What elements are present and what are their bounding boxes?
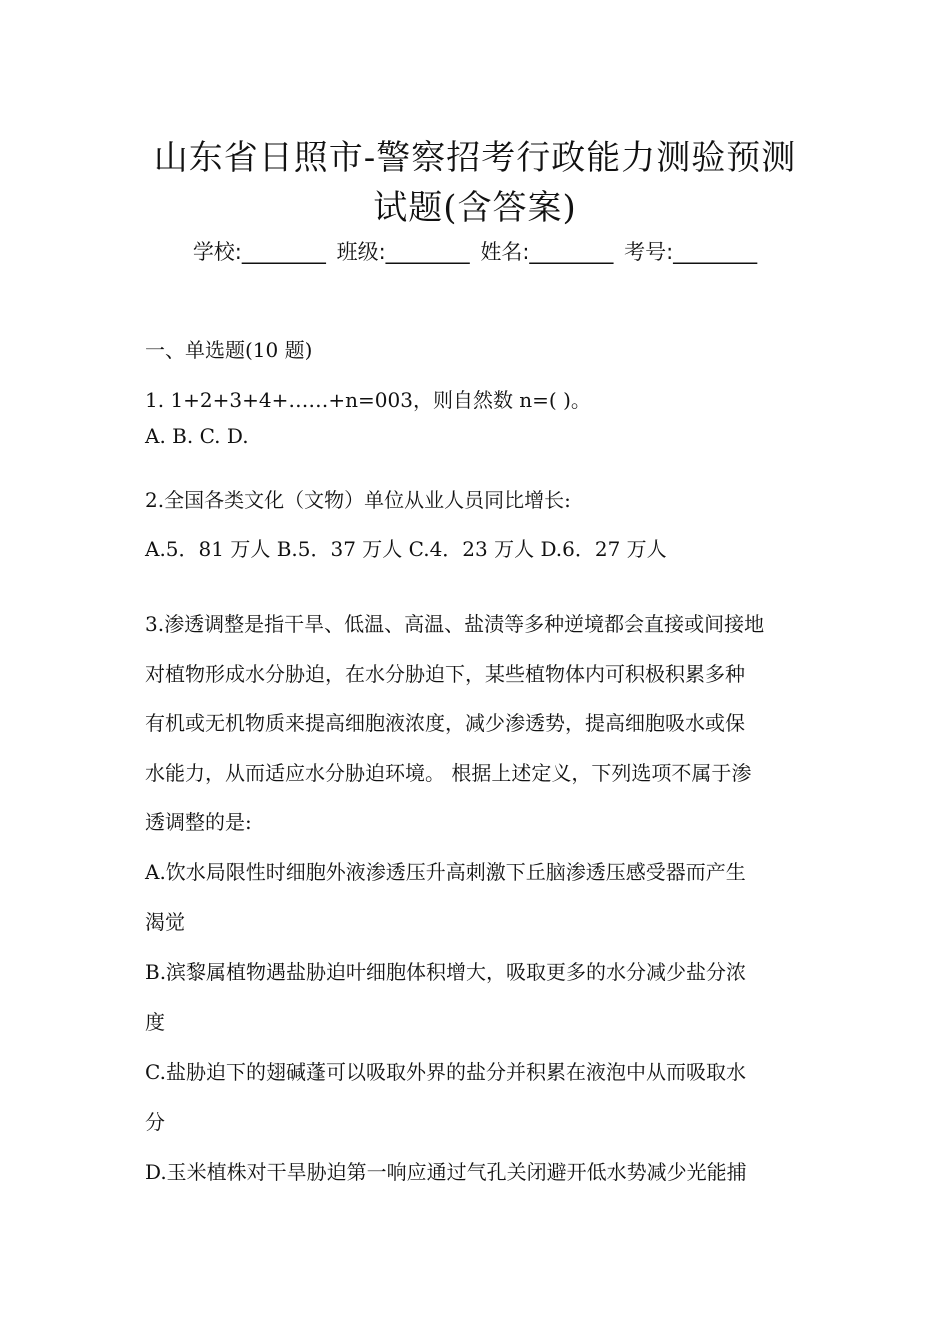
document-title-line2: 试题(含答案) xyxy=(373,188,577,228)
question-3-line: 透调整的是: xyxy=(145,810,252,834)
question-3-option-c: C.盐胁迫下的翅碱蓬可以吸取外界的盐分并积累在液泡中从而吸取水 xyxy=(145,1060,746,1084)
question-3-option-d: D.玉米植株对干旱胁迫第一响应通过气孔关闭避开低水势减少光能捕 xyxy=(145,1160,747,1184)
question-3-option-a-cont: 渴觉 xyxy=(145,910,185,934)
student-info-row xyxy=(60,236,890,266)
name-field: 姓名:________ xyxy=(480,240,614,264)
number-field: 考号:________ xyxy=(624,240,758,264)
question-1-options: A. B. C. D. xyxy=(145,424,249,448)
school-field: 学校:________ xyxy=(192,240,326,264)
question-3-option-b-cont: 度 xyxy=(145,1010,165,1034)
question-3-option-a: A.饮水局限性时细胞外液渗透压升高刺激下丘脑渗透压感受器而产生 xyxy=(145,860,746,884)
question-3-line: 有机或无机物质来提高细胞液浓度，减少渗透势，提高细胞吸水或保 xyxy=(145,711,745,735)
question-2-text: 2.全国各类文化（文物）单位从业人员同比增长: xyxy=(145,488,571,512)
question-3-line: 水能力，从而适应水分胁迫环境。 根据上述定义，下列选项不属于渗 xyxy=(145,761,752,785)
question-2-options: A.5．81 万人 B.5．37 万人 C.4．23 万人 D.6．27 万人 xyxy=(145,537,667,561)
question-3-option-c-cont: 分 xyxy=(145,1110,165,1134)
document-title-line1: 山东省日照市-警察招考行政能力测验预测 xyxy=(153,138,797,178)
question-3-line: 3.渗透调整是指干旱、低温、高温、盐渍等多种逆境都会直接或间接地 xyxy=(145,612,765,636)
question-3-line: 对植物形成水分胁迫，在水分胁迫下，某些植物体内可积极积累多种 xyxy=(145,662,745,686)
question-1-text: 1. 1+2+3+4+……+n=003，则自然数 n=( )。 xyxy=(145,388,591,412)
question-3-option-b: B.滨黎属植物遇盐胁迫叶细胞体积增大，吸取更多的水分减少盐分浓 xyxy=(145,960,747,984)
class-field: 班级:________ xyxy=(336,240,470,264)
section-heading: 一、单选题(10 题) xyxy=(145,338,313,362)
